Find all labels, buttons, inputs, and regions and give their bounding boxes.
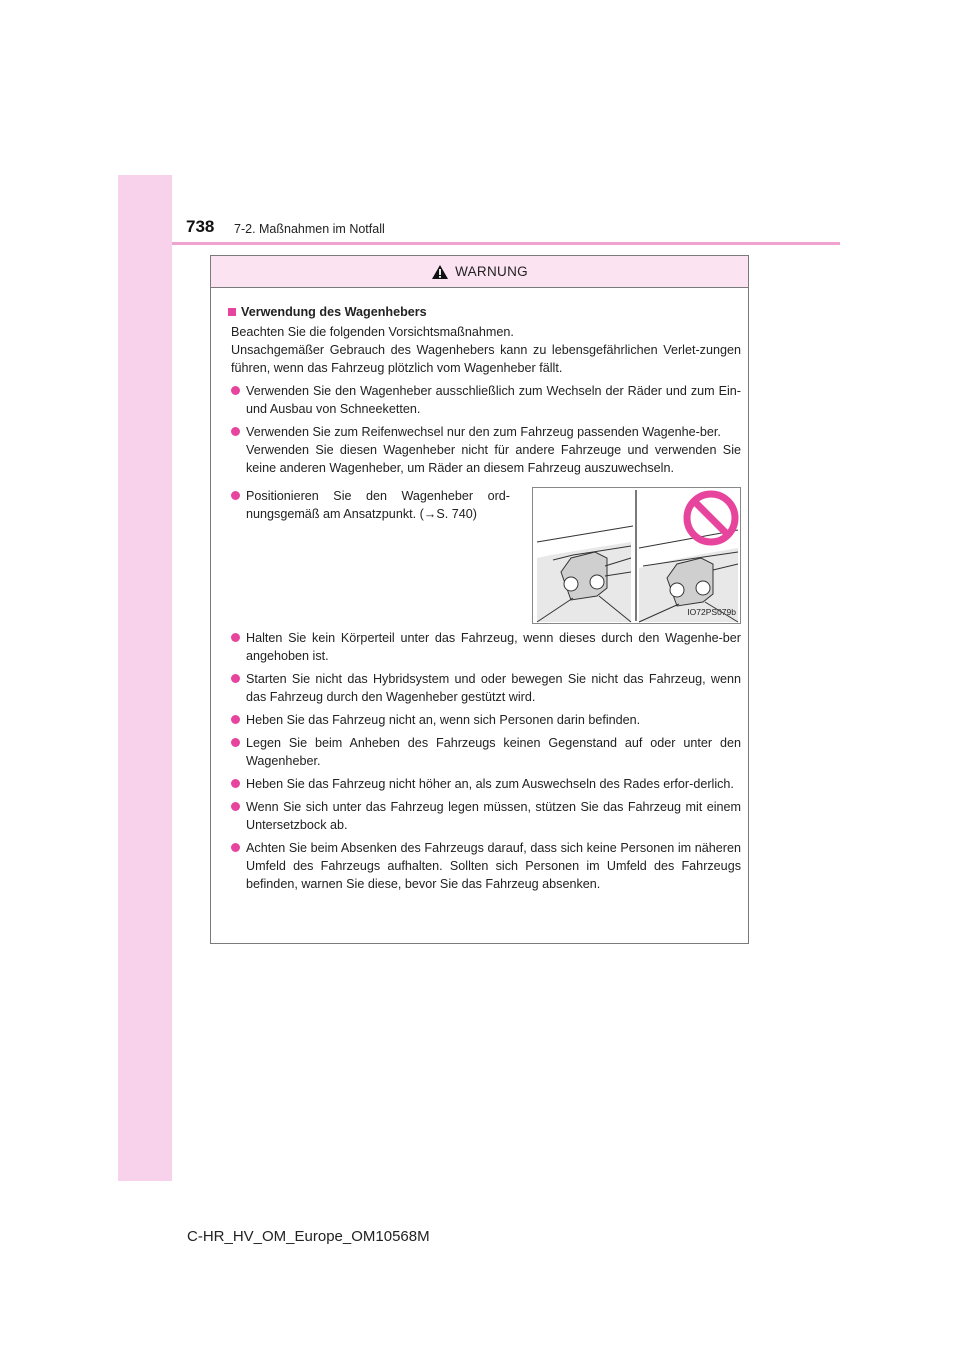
list-item <box>228 423 741 477</box>
bullet-dot-icon <box>231 633 240 642</box>
bullet-dot-icon <box>231 802 240 811</box>
list-item-text: Heben Sie das Fahrzeug nicht höher an, als zum Auswechseln des Rades erfor-derlich. <box>246 777 734 791</box>
list-item-text: Wenn Sie sich unter das Fahrzeug legen müssen, stützen Sie das Fahrzeug mit einem Untersetzbock ab. <box>246 800 741 832</box>
section-title: 7-2. Maßnahmen im Notfall <box>234 222 385 236</box>
figure-row <box>228 487 741 624</box>
list-item-text: Heben Sie das Fahrzeug nicht an, wenn sich Personen darin befinden. <box>246 713 641 727</box>
square-bullet-icon <box>228 308 236 316</box>
jack-illustration <box>532 487 741 624</box>
list-item <box>228 775 741 793</box>
warning-body <box>211 288 748 893</box>
warning-box <box>210 255 749 944</box>
bullet-dot-icon <box>231 715 240 724</box>
list-item <box>228 711 741 729</box>
bullet-dot-icon <box>231 674 240 683</box>
intro-line-1: Beachten Sie die folgenden Vorsichtsmaßnahmen. <box>231 325 514 339</box>
warning-triangle-icon <box>431 264 449 280</box>
warning-title: WARNUNG <box>455 264 528 279</box>
footer-doc-id: C-HR_HV_OM_Europe_OM10568M <box>187 1228 430 1245</box>
subheading <box>228 303 741 321</box>
list-item <box>228 670 741 706</box>
figure-code: IO72PS079b <box>687 607 736 617</box>
bullet-dot-icon <box>231 386 240 395</box>
list-item-text: Positionieren Sie den Wagenheber ord-nungsgemäß am Ansatzpunkt. (→S. 740) <box>246 489 510 521</box>
bullet-dot-icon <box>231 738 240 747</box>
list-item <box>228 839 741 893</box>
bullet-dot-icon <box>231 843 240 852</box>
list-item-text-extra: Verwenden Sie diesen Wagenheber nicht für andere Fahrzeuge und verwenden Sie keine anderen Wagenheber, um Räder an diesem Fahrzeug auszuwechseln. <box>246 443 741 475</box>
list-item-text: Halten Sie kein Körperteil unter das Fahrzeug, wenn dieses durch den Wagenhe-ber angehoben ist. <box>246 631 741 663</box>
intro-line-2: Unsachgemäßer Gebrauch des Wagenhebers kann zu lebensgefährlichen Verlet-zungen führen, wenn das Fahrzeug plötzlich vom Wagenheber fällt. <box>231 343 741 375</box>
bullet-dot-icon <box>231 491 240 500</box>
page-number: 738 <box>186 217 215 236</box>
list-item <box>228 629 741 665</box>
list-item <box>228 798 741 834</box>
list-item-text: Legen Sie beim Anheben des Fahrzeugs keinen Gegenstand auf oder unter den Wagenheber. <box>246 736 741 768</box>
header-rule <box>172 242 840 245</box>
list-item <box>228 382 741 418</box>
list-item-text: Achten Sie beim Absenken des Fahrzeugs darauf, dass sich keine Personen im näheren Umfeld des Fahrzeugs aufhalten. Sollten sich Personen im Umfeld des Fahrzeugs befinden, warnen Sie diese, bevor Sie das Fahrzeug absenken. <box>246 841 741 891</box>
list-item-text: Verwenden Sie den Wagenheber ausschließlich zum Wechseln der Räder und zum Ein- und Ausbau von Schneeketten. <box>246 384 741 416</box>
warning-header <box>211 256 748 288</box>
subheading-text: Verwendung des Wagenhebers <box>241 305 427 319</box>
list-item-text: Verwenden Sie zum Reifenwechsel nur den zum Fahrzeug passenden Wagenhe-ber. <box>246 425 721 439</box>
bullet-dot-icon <box>231 427 240 436</box>
list-item <box>228 734 741 770</box>
list-item-text: Starten Sie nicht das Hybridsystem und oder bewegen Sie nicht das Fahrzeug, wenn das Fahrzeug durch den Wagenheber gestützt wird. <box>246 672 741 704</box>
bullet-dot-icon <box>231 779 240 788</box>
side-color-band <box>118 175 172 1181</box>
list-item <box>228 487 510 624</box>
